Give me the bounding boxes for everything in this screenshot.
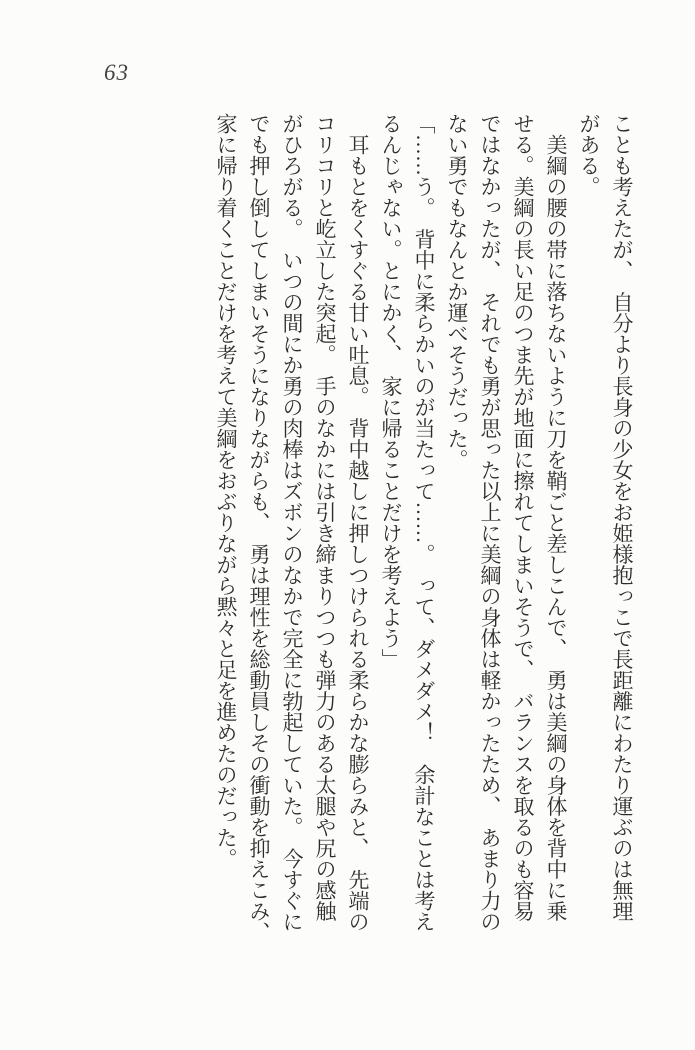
text-column: 耳もとをくすぐる甘い吐息。 背中越しに押しつけられる柔らかな膨らみと、 先端の [346, 113, 370, 932]
text-column: がある。 [577, 113, 601, 197]
text-column: 「……う。 背中に柔らかいのが当たって……。 って、ダメダメ！ 余計なことは考え [412, 113, 436, 932]
text-column: がひろがる。 いつの間にか勇の肉棒はズボンのなかで完全に勃起していた。 今すぐに [280, 113, 304, 932]
text-column: ことも考えたが、 自分より長身の少女をお姫様抱っこで長距離にわたり運ぶのは無理 [610, 113, 634, 922]
text-column: せる。美綱の長い足のつま先が地面に擦れてしまいそうで、 バランスを取るのも容易 [511, 113, 535, 922]
text-column: コリコリと屹立した突起。 手のなかには引き締まりつつも弾力のある太腿や尻の感触 [313, 113, 337, 922]
vertical-text-block [209, 113, 638, 961]
text-column: ない勇でもなんとか運べそうだった。 [445, 113, 469, 470]
page-number: 63 [104, 60, 129, 85]
text-column: 家に帰り着くことだけを考えて美綱をおぶりながら黙々と足を進めたのだった。 [214, 113, 238, 869]
text-column: るんじゃない。とにかく、 家に帰ることだけを考えよう」 [379, 113, 403, 670]
text-column: 美綱の腰の帯に落ちないように刀を鞘ごと差しこんで、 勇は美綱の身体を背中に乗 [544, 113, 568, 922]
text-column: でも押し倒してしまいそうになりながらも、 勇は理性を総動員しその衝動を抑えこみ、 [247, 113, 271, 943]
text-column: ではなかったが、 それでも勇が思った以上に美綱の身体は軽かったため、 あまり力の [478, 113, 502, 932]
